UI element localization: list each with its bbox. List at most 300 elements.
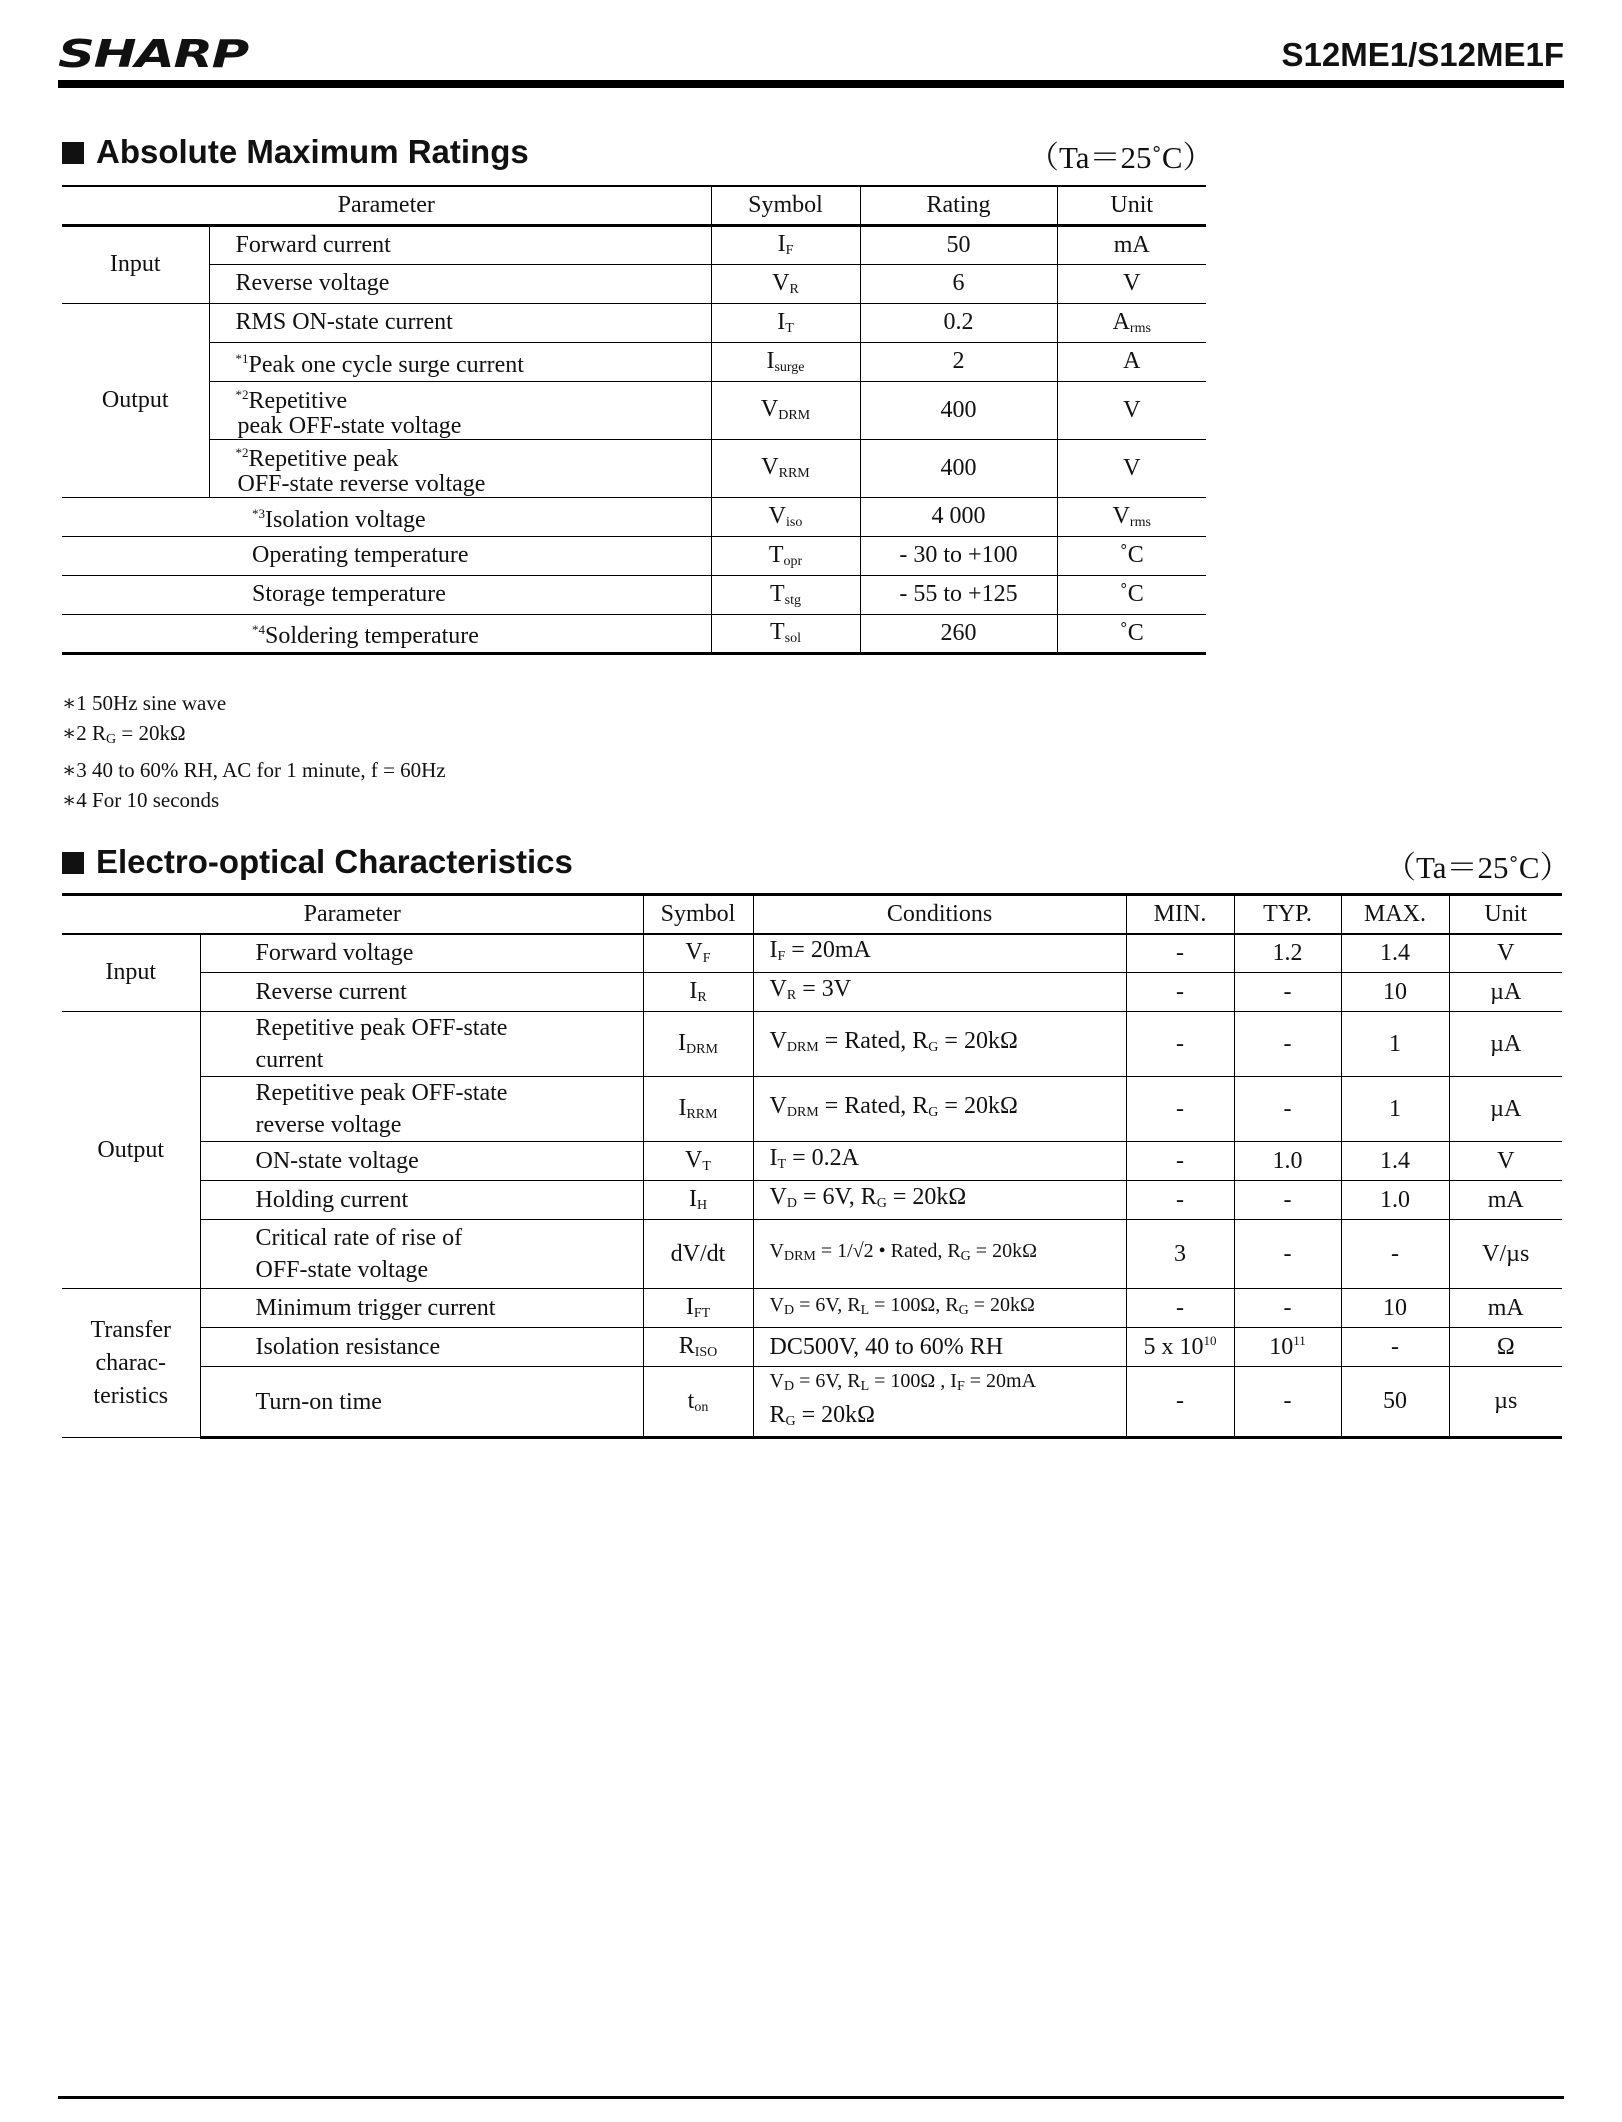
condition-text: = 20kΩ [886, 1183, 967, 1210]
conditions-cell [753, 1012, 1126, 1077]
min-cell [1126, 1220, 1234, 1289]
unit-cell [1057, 575, 1206, 614]
unit-subscript: rms [1129, 514, 1151, 530]
param-label: Reverse current [255, 979, 407, 1005]
param-label: Critical rate of rise of [255, 1225, 463, 1251]
param-cell [62, 536, 711, 575]
rating-cell: 260 [860, 614, 1057, 653]
footnote-mark: *2 [235, 386, 249, 402]
rating-cell: - 30 to +100 [860, 536, 1057, 575]
condition-text: = 3V [796, 975, 852, 1002]
typ-value: - [1283, 1095, 1292, 1122]
condition-text: = 20mA [964, 1370, 1037, 1392]
rating-cell: 0.2 [860, 303, 1057, 342]
table-row [62, 303, 1206, 342]
symbol-subscript: ISO [694, 1345, 718, 1360]
condition-text: = 100Ω, R [869, 1294, 959, 1316]
symbol: T [768, 541, 784, 568]
typ-value: - [1283, 1030, 1292, 1057]
max-cell: - [1341, 1220, 1449, 1289]
param-cell [200, 1289, 643, 1328]
unit-cell: mA [1449, 1181, 1562, 1220]
conditions-cell [753, 973, 1126, 1012]
min-cell [1126, 1077, 1234, 1142]
condition-text: V [769, 975, 787, 1002]
square-bullet-icon [62, 142, 84, 164]
min-value: - [1176, 1388, 1184, 1414]
typ-value: 1.2 [1272, 939, 1303, 966]
condition-line2 [770, 1402, 876, 1428]
unit-subscript: rms [1129, 320, 1151, 336]
footnote-mark: *4 [252, 622, 265, 637]
condition-text: V [769, 1027, 787, 1054]
eo-condition: （Ta＝25˚C） [1385, 850, 1571, 885]
symbol-subscript: RRM [778, 466, 810, 481]
table-row [62, 1289, 1562, 1328]
table-row [62, 264, 1206, 303]
group-transfer [62, 1289, 200, 1438]
condition-text: = 6V, R [794, 1294, 861, 1316]
condition-text: V [769, 1370, 784, 1392]
unit-cell: µA [1449, 1077, 1562, 1142]
unit-cell: µA [1449, 1012, 1562, 1077]
table-row [62, 439, 1206, 497]
symbol-cell [711, 536, 860, 575]
amr-footnotes [62, 688, 446, 815]
unit-cell: V/µs [1449, 1220, 1562, 1289]
table-row [62, 1077, 1562, 1142]
typ-cell [1234, 1181, 1341, 1220]
conditions-cell [753, 1289, 1126, 1328]
unit-cell [1057, 225, 1206, 264]
condition-subscript: L [860, 1379, 870, 1394]
param-cell [200, 934, 643, 973]
group-transfer-line: teristics [93, 1382, 169, 1409]
table-row [62, 1367, 1562, 1438]
condition-text: V [769, 1294, 784, 1316]
conditions-cell [753, 934, 1126, 973]
symbol: dV/dt [670, 1240, 726, 1267]
symbol-cell [643, 1328, 753, 1367]
symbol-subscript: R [789, 281, 799, 297]
unit-cell: V [1449, 1142, 1562, 1181]
max-cell: 1 [1341, 1012, 1449, 1077]
footnote-4: ∗4 For 10 seconds [62, 788, 220, 812]
condition-subscript: R [786, 987, 797, 1003]
unit-cell: µA [1449, 973, 1562, 1012]
param-cell [62, 497, 711, 536]
table-row [62, 1328, 1562, 1367]
typ-cell [1234, 973, 1341, 1012]
group-output: Output [62, 303, 209, 497]
symbol: T [769, 619, 785, 645]
max-cell: 10 [1341, 1289, 1449, 1328]
symbol-cell [711, 575, 860, 614]
typ-cell [1234, 1220, 1341, 1289]
condition-subscript: DRM [786, 1104, 819, 1120]
table-row [62, 1220, 1562, 1289]
symbol-subscript: iso [786, 514, 803, 530]
param-label: Isolation voltage [265, 506, 426, 533]
param-cell [209, 342, 711, 381]
unit-cell: Ω [1449, 1328, 1562, 1367]
param-label-line2: OFF-state voltage [255, 1257, 429, 1283]
param-cell [200, 1142, 643, 1181]
typ-cell [1234, 1142, 1341, 1181]
header-rating: Rating [860, 186, 1057, 225]
header-min: MIN. [1126, 895, 1234, 934]
unit-cell: V [1449, 934, 1562, 973]
unit-cell [1057, 264, 1206, 303]
table-row [62, 1181, 1562, 1220]
symbol: I [685, 1294, 694, 1320]
param-label: Storage temperature [252, 581, 446, 607]
absolute-maximum-ratings-table [62, 185, 1206, 655]
model-number: S12ME1/S12ME1F [1281, 36, 1564, 73]
param-label: Turn-on time [255, 1388, 382, 1415]
rating-cell: 400 [860, 439, 1057, 497]
unit: ˚C [1119, 619, 1144, 646]
footnote-mark: *1 [235, 350, 249, 366]
unit: V [1123, 270, 1141, 296]
param-label: RMS ON-state current [235, 309, 453, 335]
table-row [62, 342, 1206, 381]
unit-cell [1057, 342, 1206, 381]
header-symbol: Symbol [643, 895, 753, 934]
table-row [62, 1012, 1562, 1077]
symbol-subscript: DRM [686, 1042, 718, 1057]
typ-cell [1234, 1328, 1341, 1367]
symbol: I [777, 231, 786, 257]
amr-condition: （Ta＝25˚C） [1028, 140, 1214, 175]
typ-cell [1234, 1289, 1341, 1328]
symbol-cell [711, 381, 860, 439]
unit-cell [1057, 536, 1206, 575]
rating-cell: 4 000 [860, 497, 1057, 536]
group-transfer-line: Transfer [90, 1316, 171, 1343]
param-cell [62, 614, 711, 653]
condition-text: = 0.2A [786, 1144, 859, 1171]
typ-value: - [1283, 1294, 1292, 1321]
condition-subscript: G [928, 1104, 939, 1120]
min-value: - [1176, 939, 1184, 966]
min-cell [1126, 1289, 1234, 1328]
typ-value: 1.0 [1272, 1147, 1303, 1174]
typ-value: 10 [1269, 1334, 1294, 1360]
min-cell [1126, 1367, 1234, 1438]
unit: V [1123, 454, 1141, 481]
condition-text: = Rated, R [818, 1027, 929, 1054]
min-value: - [1176, 1294, 1184, 1321]
param-label: Repetitive peak OFF-state [255, 1080, 508, 1106]
header-parameter: Parameter [62, 895, 643, 934]
eo-section-title: Electro-optical Characteristics [62, 843, 573, 881]
typ-cell [1234, 1367, 1341, 1438]
min-cell [1126, 1012, 1234, 1077]
symbol-cell [643, 1367, 753, 1438]
rating-cell: - 55 to +125 [860, 575, 1057, 614]
symbol-subscript: stg [784, 592, 801, 608]
rating-cell: 50 [860, 225, 1057, 264]
typ-cell [1234, 934, 1341, 973]
symbol-subscript: F [702, 951, 711, 967]
min-cell [1126, 1142, 1234, 1181]
condition-text: = 20kΩ [938, 1027, 1018, 1054]
param-label-line2: current [255, 1047, 324, 1073]
symbol-subscript: opr [783, 553, 803, 569]
symbol-subscript: H [696, 1198, 708, 1213]
brand-logo: SHARP [58, 32, 248, 76]
condition-text: = 6V, R [796, 1183, 877, 1210]
min-cell [1126, 1181, 1234, 1220]
condition-subscript: DRM [786, 1039, 819, 1055]
max-cell: 10 [1341, 973, 1449, 1012]
conditions-cell [753, 1142, 1126, 1181]
condition-subscript: F [956, 1379, 965, 1394]
condition-subscript: G [928, 1039, 939, 1055]
symbol-subscript: on [694, 1399, 709, 1415]
condition-subscript: G [785, 1414, 796, 1429]
min-value: 5 x 10 [1143, 1334, 1204, 1360]
group-output: Output [62, 1012, 200, 1289]
typ-value: - [1283, 1388, 1292, 1414]
symbol-subscript: surge [774, 359, 805, 375]
footnote-2: ∗2 $R_G = 20k\Omega$ [62, 721, 186, 747]
typ-value: - [1283, 978, 1292, 1005]
condition-text: = 20kΩ [968, 1294, 1035, 1316]
condition-subscript: D [783, 1379, 795, 1394]
symbol: I [678, 1030, 687, 1056]
symbol: V [685, 1147, 703, 1173]
typ-value: - [1283, 1186, 1292, 1213]
symbol-cell [643, 1077, 753, 1142]
table-row [62, 225, 1206, 264]
param-label: Repetitive peak [248, 445, 399, 472]
header-conditions: Conditions [753, 895, 1126, 934]
param-cell [209, 303, 711, 342]
param-cell [200, 1012, 643, 1077]
symbol-cell [711, 225, 860, 264]
symbol-subscript: FT [693, 1306, 711, 1321]
condition-subscript: DRM [783, 1249, 816, 1264]
condition-subscript: D [786, 1195, 797, 1211]
min-value: - [1176, 978, 1184, 1005]
condition-text: = 6V, R [794, 1370, 861, 1392]
min-cell [1126, 973, 1234, 1012]
condition-text: = 20kΩ [795, 1402, 876, 1428]
max-cell: 1.4 [1341, 934, 1449, 973]
param-cell [209, 225, 711, 264]
param-cell [200, 1328, 643, 1367]
header-unit: Unit [1449, 895, 1562, 934]
header-parameter: Parameter [62, 186, 711, 225]
condition-subscript: G [960, 1249, 971, 1264]
unit: ˚C [1119, 581, 1144, 607]
unit: V [1112, 502, 1130, 529]
unit: V [1123, 396, 1141, 423]
symbol-cell [711, 264, 860, 303]
max-cell: 1.0 [1341, 1181, 1449, 1220]
header-rule [58, 80, 1564, 88]
param-cell [200, 1367, 643, 1438]
symbol-cell [711, 614, 860, 653]
min-cell [1126, 934, 1234, 973]
condition-text: I [769, 936, 778, 963]
min-value: 3 [1174, 1240, 1186, 1267]
symbol-cell [643, 1220, 753, 1289]
unit-cell [1057, 381, 1206, 439]
unit: A [1123, 348, 1141, 374]
table-row [62, 497, 1206, 536]
param-label-line2: OFF-state reverse voltage [237, 470, 486, 497]
param-cell [200, 1077, 643, 1142]
param-label: Holding current [255, 1187, 409, 1213]
conditions-cell [753, 1328, 1126, 1367]
param-label-line2: reverse voltage [255, 1112, 402, 1138]
symbol: V [760, 396, 779, 422]
conditions-cell [753, 1077, 1126, 1142]
symbol-cell [643, 1181, 753, 1220]
symbol-cell [711, 342, 860, 381]
condition-text: = Rated, R [818, 1092, 929, 1119]
symbol-cell [711, 303, 860, 342]
symbol-cell [711, 439, 860, 497]
symbol: V [761, 454, 779, 480]
param-cell [62, 575, 711, 614]
group-input: Input [62, 225, 209, 303]
condition-text: = 20mA [785, 936, 871, 963]
min-value: - [1176, 1095, 1184, 1122]
max-cell: 50 [1341, 1367, 1449, 1438]
param-label: Peak one cycle surge current [248, 351, 524, 378]
condition-text: R [769, 1402, 786, 1428]
param-label: Forward current [235, 231, 391, 258]
condition-subscript: G [958, 1303, 969, 1318]
symbol-cell [643, 973, 753, 1012]
rating-cell: 6 [860, 264, 1057, 303]
param-cell [200, 973, 643, 1012]
symbol-subscript: R [697, 990, 707, 1005]
header-typ: TYP. [1234, 895, 1341, 934]
param-label: Reverse voltage [235, 270, 390, 296]
symbol: V [685, 939, 703, 966]
symbol: T [769, 580, 785, 607]
conditions-cell [753, 1367, 1126, 1438]
condition-subscript: T [777, 1156, 787, 1172]
header-max: MAX. [1341, 895, 1449, 934]
table-row [62, 614, 1206, 653]
unit-cell [1057, 303, 1206, 342]
condition-text: I [769, 1144, 778, 1171]
condition-text: = 1/√2 • Rated, R [815, 1240, 961, 1262]
min-value: - [1176, 1147, 1184, 1174]
param-label-line2: peak OFF-state voltage [237, 412, 462, 439]
param-cell [200, 1181, 643, 1220]
max-cell: 1 [1341, 1077, 1449, 1142]
param-cell [209, 264, 711, 303]
condition-text: V [769, 1240, 784, 1262]
rating-cell: 400 [860, 381, 1057, 439]
param-cell [200, 1220, 643, 1289]
symbol-subscript: RRM [686, 1107, 718, 1122]
symbol: I [688, 1186, 697, 1212]
header-symbol: Symbol [711, 186, 860, 225]
symbol-cell [711, 497, 860, 536]
typ-cell [1234, 1012, 1341, 1077]
header-unit: Unit [1057, 186, 1206, 225]
param-label: Minimum trigger current [255, 1295, 496, 1321]
table-row [62, 536, 1206, 575]
condition-subscript: L [860, 1303, 870, 1318]
unit: A [1112, 308, 1130, 335]
symbol-cell [643, 934, 753, 973]
symbol: I [678, 1095, 687, 1121]
table-row [62, 973, 1562, 1012]
table-row [62, 1142, 1562, 1181]
unit-cell [1057, 614, 1206, 653]
typ-cell [1234, 1077, 1341, 1142]
param-label: ON-state voltage [255, 1148, 419, 1174]
footnote-mark: *2 [235, 444, 249, 460]
square-bullet-icon [62, 852, 84, 874]
group-transfer-line: charac- [95, 1349, 167, 1376]
param-label: Forward voltage [255, 940, 414, 967]
group-input: Input [62, 934, 200, 1012]
symbol-subscript: T [785, 320, 794, 336]
footer-rule [58, 2096, 1564, 2099]
symbol-cell [643, 1142, 753, 1181]
min-exponent: 10 [1203, 1333, 1217, 1348]
condition-subscript: F [777, 948, 786, 964]
condition-text: DC500V, 40 to 60% RH [769, 1334, 1004, 1360]
unit: ˚C [1119, 542, 1144, 568]
param-label: Repetitive [248, 387, 348, 414]
symbol: I [777, 308, 786, 335]
symbol-subscript: T [702, 1159, 711, 1174]
conditions-cell [753, 1220, 1126, 1289]
conditions-cell [753, 1181, 1126, 1220]
unit-cell [1057, 497, 1206, 536]
symbol-subscript: DRM [778, 408, 811, 423]
footnote-3: ∗3 40 to 60% RH, AC for 1 minute, f = 60Hz [62, 758, 446, 782]
typ-exponent: 11 [1293, 1333, 1306, 1348]
symbol-cell [643, 1012, 753, 1077]
footnote-1: ∗1 50Hz sine wave [62, 691, 227, 715]
symbol: V [768, 502, 786, 529]
min-value: - [1176, 1030, 1184, 1057]
typ-value: - [1283, 1240, 1292, 1267]
amr-section-title: Absolute Maximum Ratings [62, 133, 529, 171]
symbol: t [687, 1387, 695, 1414]
unit-cell: µs [1449, 1367, 1562, 1438]
param-label: Isolation resistance [255, 1334, 441, 1360]
condition-text: = 20kΩ [970, 1240, 1037, 1262]
electro-optical-characteristics-table [62, 893, 1562, 1439]
unit-cell [1057, 439, 1206, 497]
param-cell [209, 439, 711, 497]
param-cell [209, 381, 711, 439]
condition-text: V [769, 1092, 787, 1119]
table-row [62, 381, 1206, 439]
condition-text: V [769, 1183, 787, 1210]
param-label: Repetitive peak OFF-state [255, 1015, 508, 1041]
symbol: V [772, 269, 790, 296]
condition-subscript: G [876, 1195, 887, 1211]
min-cell [1126, 1328, 1234, 1367]
table-row [62, 934, 1562, 973]
rating-cell: 2 [860, 342, 1057, 381]
min-value: - [1176, 1186, 1184, 1213]
